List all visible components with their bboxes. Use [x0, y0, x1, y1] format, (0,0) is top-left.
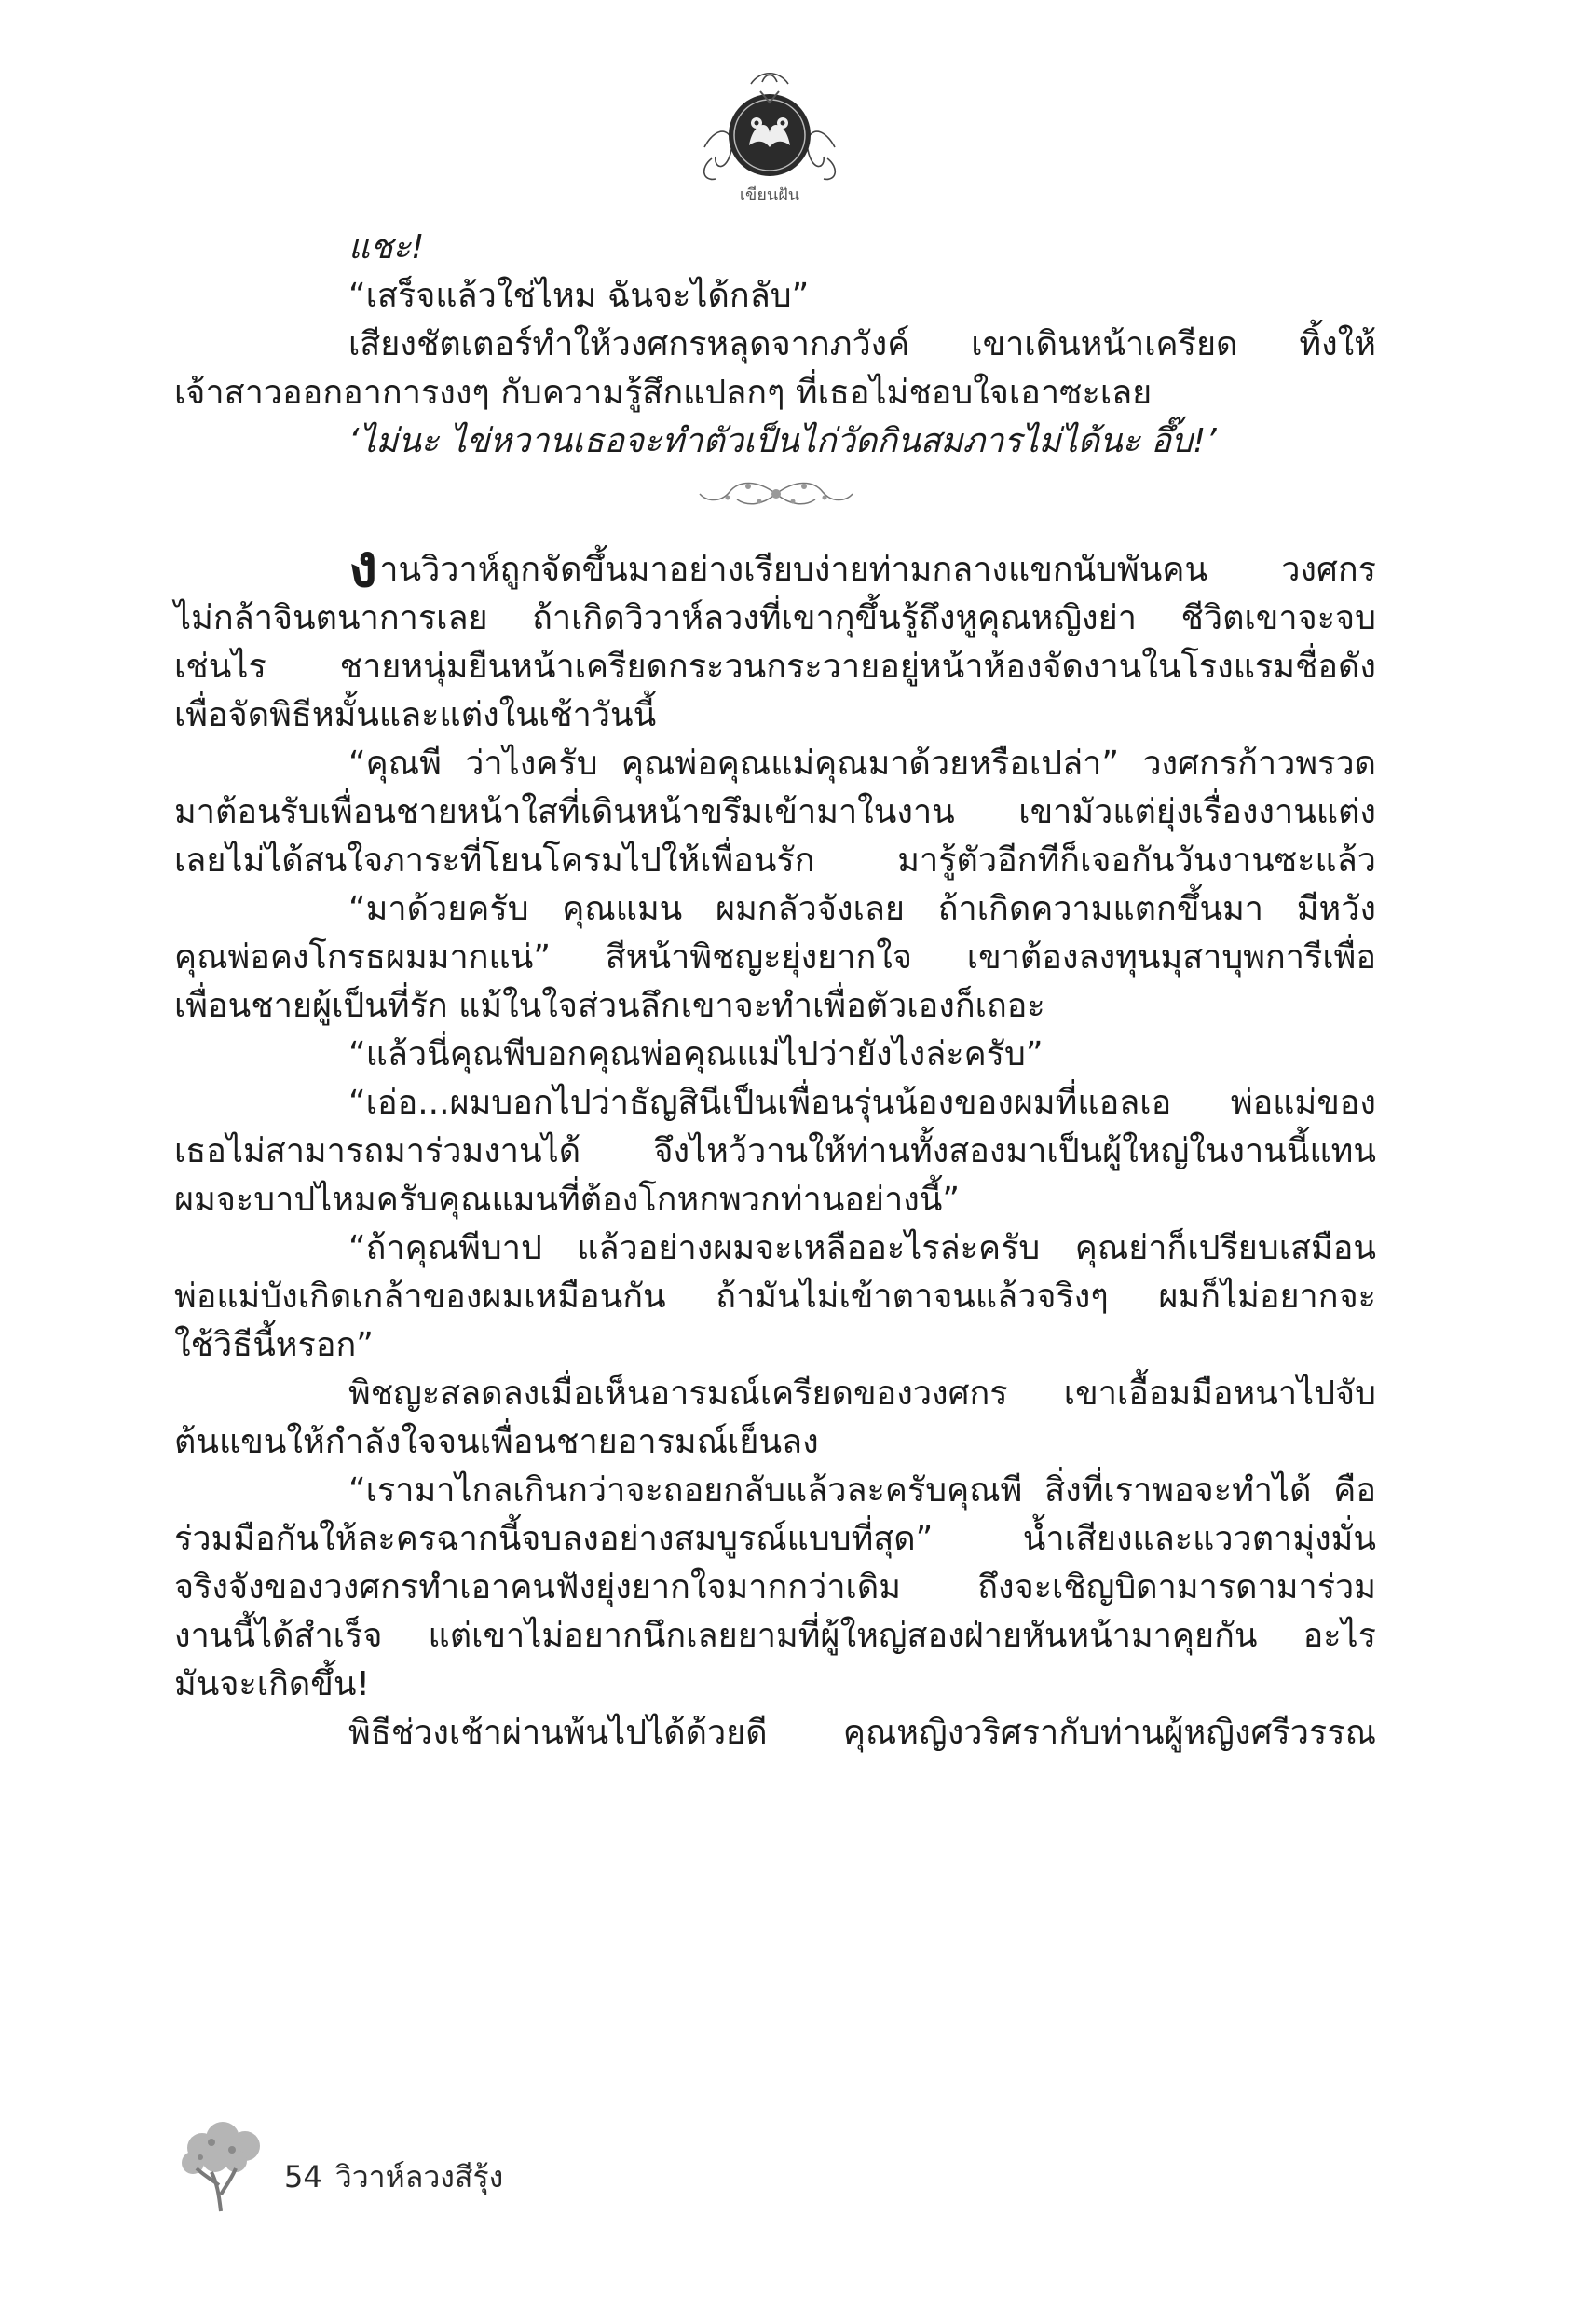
paragraph-line: แชะ!: [348, 228, 425, 267]
paragraph-line: ใช้วิธีนี้หรอก”: [174, 1326, 374, 1364]
section-divider: [174, 473, 1376, 514]
text-column: [174, 224, 1376, 1757]
paragraph-line: “มาด้วยครับ คุณแมน ผมกลัวจังเลย ถ้าเกิดความแตกขึ้นมา มีหวัง: [348, 890, 1376, 928]
emblem-text: เขียนฝัน: [739, 185, 800, 205]
page-footer: [174, 2120, 733, 2213]
paragraph-line: เพื่อจัดพิธีหมั้นและแต่งในเช้าวันนี้: [174, 696, 657, 734]
paragraph-line: เลยไม่ได้สนใจภาระที่โยนโครมไปให้เพื่อนรัก มารู้ตัวอีกทีก็เจอกันวันงานซะแล้ว: [174, 841, 1376, 880]
paragraph-line: “คุณพี ว่าไงครับ คุณพ่อคุณแม่คุณมาด้วยหรือเปล่า” วงศกรก้าวพรวด: [348, 745, 1376, 783]
paragraph-line: [174, 532, 1376, 601]
paragraph-line: “เสร็จแล้วใช่ไหม ฉันจะได้กลับ”: [348, 277, 810, 315]
paragraph-line: เสียงชัตเตอร์ทำให้วงศกรหลุดจากภวังค์ เขาเดินหน้าเครียด ทิ้งให้: [348, 325, 1376, 363]
header-emblem: [695, 65, 844, 205]
book-title: วิวาห์ลวงสีรุ้ง: [334, 2159, 504, 2195]
paragraph-line: “เอ่อ...ผมบอกไปว่าธัญสินีเป็นเพื่อนรุ่นน้องของผมที่แอลเอ พ่อแม่ของ: [348, 1084, 1376, 1122]
paragraph-line: ไม่กล้าจินตนาการเลย ถ้าเกิดวิวาห์ลวงที่เขากุขึ้นรู้ถึงหูคุณหญิงย่า ชีวิตเขาจะจบ: [174, 599, 1376, 637]
paragraph-line: ‘ไม่นะ ไข่หวานเธอจะทำตัวเป็นไก่วัดกินสมภารไม่ได้นะ อึ๊บ!’: [348, 422, 1217, 460]
paragraph-line: คุณพ่อคงโกรธผมมากแน่” สีหน้าพิชญะยุ่งยากใจ เขาต้องลงทุนมุสาบุพการีเพื่อ: [174, 938, 1376, 977]
page-number: 54: [284, 2159, 322, 2195]
paragraph-line: มาต้อนรับเพื่อนชายหน้าใสที่เดินหน้าขรึมเข้ามาในงาน เขามัวแต่ยุ่งเรื่องงานแต่ง: [174, 793, 1376, 831]
paragraph-line: เธอไม่สามารถมาร่วมงานได้ จึงไหว้วานให้ท่านทั้งสองมาเป็นผู้ใหญ่ในงานนี้แทน: [174, 1132, 1376, 1170]
paragraph-line: ผมจะบาปไหมครับคุณแมนที่ต้องโกหกพวกท่านอย่างนี้”: [174, 1181, 961, 1219]
paragraph-line: “แล้วนี่คุณพีบอกคุณพ่อคุณแม่ไปว่ายังไงล่ะครับ”: [348, 1035, 1044, 1073]
floral-divider-icon: [692, 475, 860, 513]
paragraph-line: พิธีช่วงเช้าผ่านพ้นไปได้ด้วยดี คุณหญิงวริศรากับท่านผู้หญิงศรีวรรณ: [348, 1714, 1376, 1752]
paragraph-text: านวิวาห์ถูกจัดขึ้นมาอย่างเรียบง่ายท่ามกลางแขกนับพันคน วงศกร: [379, 551, 1376, 589]
paragraph-line: จริงจังของวงศกรทำเอาคนฟังยุ่งยากใจมากกว่าเดิม ถึงจะเชิญบิดามารดามาร่วม: [174, 1568, 1376, 1607]
drop-cap: ง: [348, 532, 378, 601]
tree-icon: [174, 2120, 277, 2213]
paragraph-line: พิชญะสลดลงเมื่อเห็นอารมณ์เครียดของวงศกร เขาเอื้อมมือหนาไปจับ: [348, 1374, 1376, 1413]
paragraph-line: งานนี้ได้สำเร็จ แต่เขาไม่อยากนึกเลยยามที่ผู้ใหญ่สองฝ่ายหันหน้ามาคุยกัน อะไร: [174, 1617, 1376, 1655]
paragraph-line: ร่วมมือกันให้ละครฉากนี้จบลงอย่างสมบูรณ์แบบที่สุด” น้ำเสียงและแววตามุ่งมั่น: [174, 1520, 1376, 1558]
paragraph-line: “ถ้าคุณพีบาป แล้วอย่างผมจะเหลืออะไรล่ะครับ คุณย่าก็เปรียบเสมือน: [348, 1229, 1376, 1267]
paragraph-line: ต้นแขนให้กำลังใจจนเพื่อนชายอารมณ์เย็นลง: [174, 1423, 819, 1461]
paragraph-line: เพื่อนชายผู้เป็นที่รัก แม้ในใจส่วนลึกเขาจะทำเพื่อตัวเองก็เถอะ: [174, 987, 1045, 1025]
footer-text: [284, 2154, 516, 2201]
paragraph-line: “เรามาไกลเกินกว่าจะถอยกลับแล้วละครับคุณพี สิ่งที่เราพอจะทำได้ คือ: [348, 1471, 1376, 1510]
paragraph-line: พ่อแม่บังเกิดเกล้าของผมเหมือนกัน ถ้ามันไม่เข้าตาจนแล้วจริงๆ ผมก็ไม่อยากจะ: [174, 1278, 1376, 1316]
paragraph-line: เช่นไร ชายหนุ่มยืนหน้าเครียดกระวนกระวายอยู่หน้าห้องจัดงานในโรงแรมชื่อดัง: [174, 648, 1376, 686]
paragraph-line: เจ้าสาวออกอาการงงๆ กับความรู้สึกแปลกๆ ที่เธอไม่ชอบใจเอาซะเลย: [174, 374, 1153, 412]
paragraph-line: มันจะเกิดขึ้น!: [174, 1665, 370, 1703]
